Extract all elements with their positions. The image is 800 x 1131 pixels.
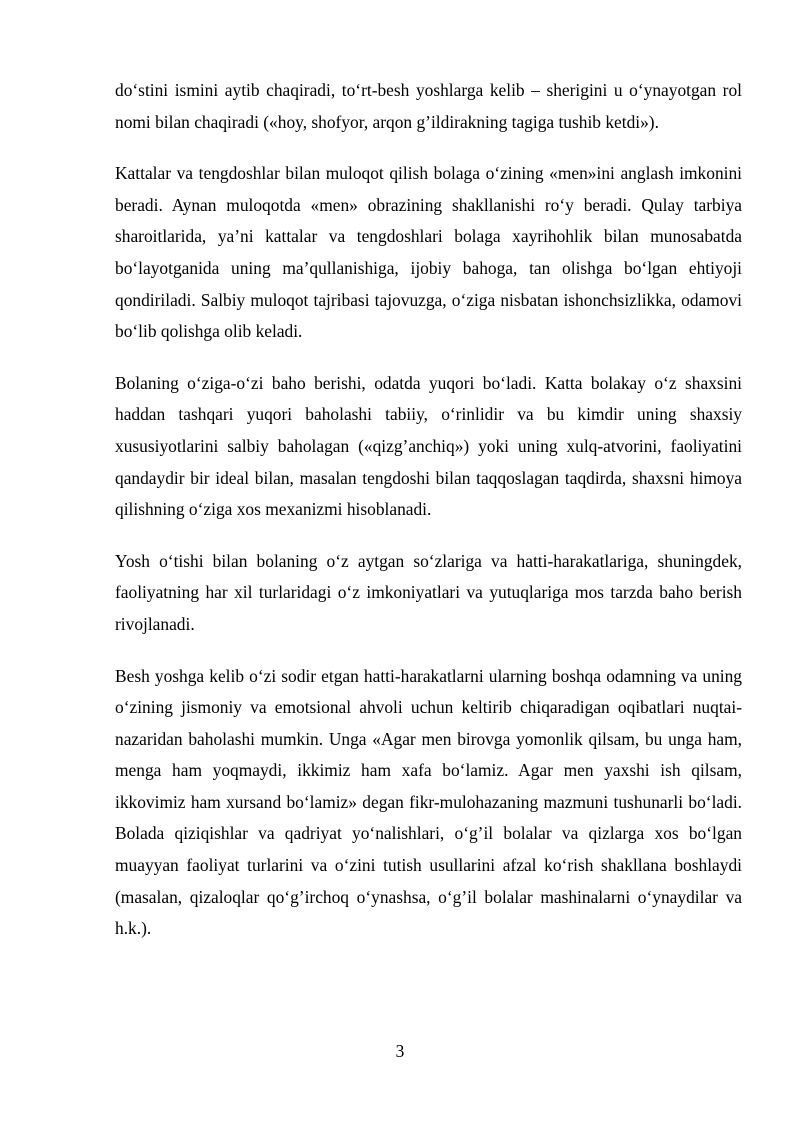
paragraph: do‘stini ismini aytib chaqiradi, to‘rt-besh yoshlarga kelib – sherigini u o‘ynayotgan rol nomi bilan chaqiradi («hoy, shofyor, arqon g’ildirakning tagiga tushib ketdi»).: [115, 80, 742, 132]
paragraph: Bolaning o‘ziga-o‘zi baho berishi, odatda yuqori bo‘ladi. Katta bolakay o‘z shaxsini haddan tashqari yuqori baholashi tabiiy, o‘rinlidir va bu kimdir uning shaxsiy xususiyotlarini salbiy baholagan («qizg’anchiq») yoki uning xulq-atvorini, faoliyatini qandaydir bir ideal bilan, masalan tengdoshi bilan taqqoslagan taqdirda, shaxsni himoya qilishning o‘ziga xos mexanizmi hisoblanadi.: [115, 372, 742, 520]
page-number: 3: [395, 1041, 405, 1061]
paragraph: Besh yoshga kelib o‘zi sodir etgan hatti-harakatlarni ularning boshqa odamning va uning o‘zining jismoniy va emotsional ahvoli uchun keltirib chiqaradigan oqibatlari nuqtai-nazaridan baholashi mumkin. Unga «Agar men birovga yomonlik qilsam, bu unga ham, menga ham yoqmaydi, ikkimiz ham xafa bo‘lamiz. Agar men yaxshi ish qilsam, ikkovimiz ham xursand bo‘lamiz» degan fikr-mulohazaning mazmuni tushunarli bo‘ladi. Bolada qiziqishlar va qadriyat yo‘nalishlari, o‘g’il bolalar va qizlarga xos bo‘lgan muayyan faoliyat turlarini va o‘zini tutish usullarini afzal ko‘rish shakllana boshlaydi (masalan, qizaloqlar qo‘g’irchoq o‘ynashsa, o‘g’il bolalar mashinalarni o‘ynaydilar va h.k.).: [115, 665, 742, 939]
document-body: [115, 75, 742, 965]
paragraph: Yosh o‘tishi bilan bolaning o‘z aytgan so‘zlariga va hatti-harakatlariga, shuningdek, faoliyatning har xil turlaridagi o‘z imkoniyatlari va yutuqlariga mos tarzda baho berish rivojlanadi.: [115, 550, 742, 634]
paragraph: Kattalar va tengdoshlar bilan muloqot qilish bolaga o‘zining «men»ini anglash imkonini beradi. Aynan muloqotda «men» obrazining shakllanishi ro‘y beradi. Qulay tarbiya sharoitlarida, ya’ni kattalar va tengdoshlari bolaga xayrihohlik bilan munosabatda bo‘layotganida uning ma’qullanishiga, ijobiy bahoga, tan olishga bo‘lgan ehtiyoji qondiriladi. Salbiy muloqot tajribasi tajovuzga, o‘ziga nisbatan ishonchsizlikka, odamovi bo‘lib qolishga olib keladi.: [115, 163, 742, 342]
